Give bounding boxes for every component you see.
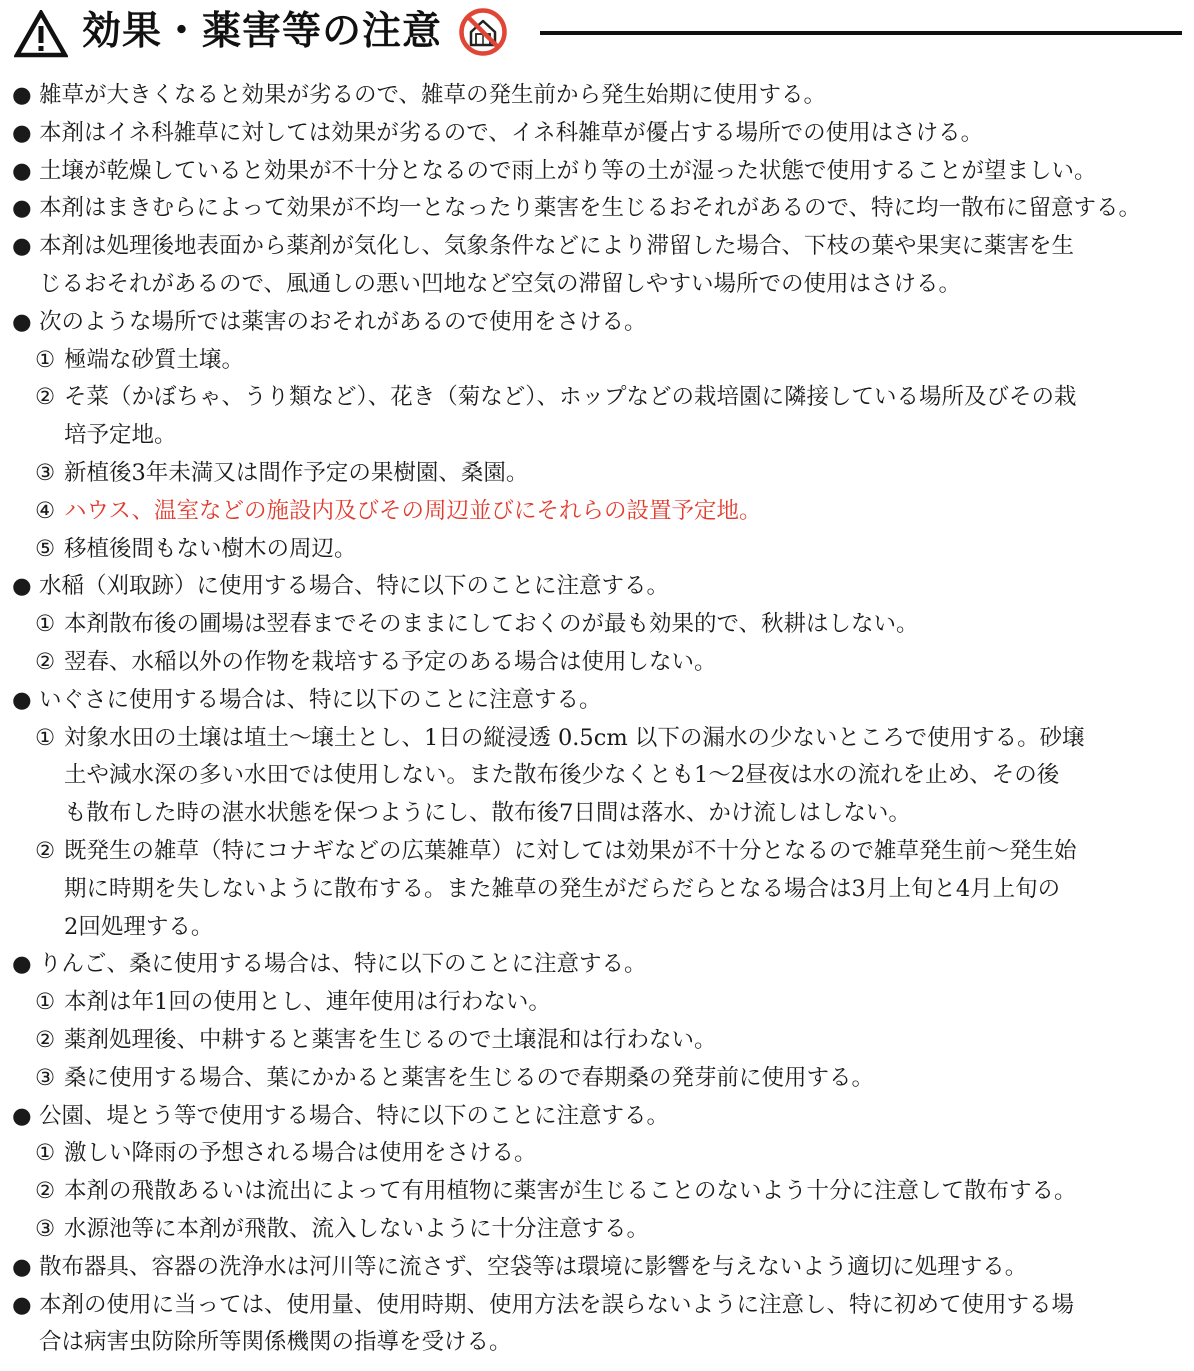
caution-item <box>12 1249 1184 1287</box>
text-line: 期に時期を失しないように散布する。また雑草の発生がだらだらとなる場合は3月上旬と4月上旬の <box>64 875 1061 902</box>
caution-item <box>12 77 1184 115</box>
sub-number: ① <box>35 346 56 373</box>
sub-item <box>12 984 1184 1022</box>
text-line: 散布器具、容器の洗浄水は河川等に流さず、空袋等は環境に影響を与えないよう適切に処理する。 <box>39 1253 1028 1280</box>
sub-number: ① <box>35 611 56 638</box>
caution-item <box>12 568 1184 606</box>
text-line: 次のような場所では薬害のおそれがあるので使用をさける。 <box>39 308 647 335</box>
sub-number: ③ <box>35 459 56 486</box>
sub-number: ① <box>35 1140 56 1167</box>
caution-item <box>12 1098 1184 1136</box>
bullet: ● <box>12 82 32 108</box>
bullet: ● <box>12 233 32 260</box>
bullet: ● <box>12 573 32 600</box>
text-line: いぐさに使用する場合は、特に以下のことに注意する。 <box>39 686 602 713</box>
text-line: 公園、堤とう等で使用する場合、特に以下のことに注意する。 <box>39 1102 670 1129</box>
text-line: 水稲（刈取跡）に使用する場合、特に以下のことに注意する。 <box>39 573 670 600</box>
caution-item <box>12 115 1184 153</box>
caution-item <box>12 1287 1184 1363</box>
text-line: りんご、桑に使用する場合は、特に以下のことに注意する。 <box>39 951 647 978</box>
text-line: 水源池等に本剤が飛散、流入しないように十分注意する。 <box>64 1215 650 1242</box>
bullet: ● <box>12 1102 32 1129</box>
text-line: 土壌が乾燥していると効果が不十分となるので雨上がり等の土が湿った状態で使用することが望ましい。 <box>39 157 1097 184</box>
caution-item <box>12 682 1184 720</box>
bullet: ● <box>12 157 32 184</box>
text-line: 培予定地。 <box>64 422 177 449</box>
caution-item <box>12 946 1184 984</box>
bullet: ● <box>12 951 32 978</box>
warning-triangle-icon <box>14 10 68 58</box>
caution-list <box>12 77 1184 1362</box>
section-header <box>10 4 1180 62</box>
text-line: じるおそれがあるので、風通しの悪い凹地など空気の滞留しやすい場所での使用はさける。 <box>39 270 962 297</box>
text-line: 本剤は処理後地表面から薬剤が気化し、気象条件などにより滞留した場合、下枝の葉や果実に薬害を生 <box>39 233 1075 260</box>
text-line: 本剤の使用に当っては、使用量、使用時期、使用方法を誤らないように注意し、特に初めて使用する場 <box>39 1291 1075 1318</box>
caution-item <box>12 153 1184 191</box>
sub-item <box>12 644 1184 682</box>
sub-item <box>12 1135 1184 1173</box>
text-line: 桑に使用する場合、葉にかかると薬害を生じるので春期桑の発芽前に使用する。 <box>64 1064 875 1091</box>
bullet: ● <box>12 1253 32 1280</box>
sub-item <box>12 833 1184 946</box>
sub-item <box>12 1173 1184 1211</box>
sub-number: ② <box>35 1178 56 1205</box>
sub-number: ① <box>35 724 56 751</box>
sub-number: ② <box>35 384 56 411</box>
text-line: 本剤は年1回の使用とし、連年使用は行わない。 <box>64 989 551 1016</box>
sub-number: ④ <box>35 497 56 524</box>
text-line: 本剤の飛散あるいは流出によって有用植物に薬害が生じることのないよう十分に注意して散布する。 <box>64 1178 1077 1205</box>
text-line: も散布した時の湛水状態を保つようにし、散布後7日間は落水、かけ流しはしない。 <box>64 800 911 827</box>
text-line: 対象水田の土壌は埴土～壌土とし、1日の縦浸透 0.5cm 以下の漏水の少ないところで使用する。砂壌 <box>64 724 1085 751</box>
caution-item <box>12 304 1184 342</box>
sub-item <box>12 342 1184 380</box>
sub-number: ② <box>35 837 56 864</box>
text-line: 新植後3年未満又は間作予定の果樹園、桑園。 <box>64 459 529 486</box>
bullet: ● <box>12 119 32 146</box>
sub-number: ② <box>35 648 56 675</box>
text-line: 合は病害虫防除所等関係機関の指導を受ける。 <box>39 1329 512 1356</box>
text-line: 激しい降雨の予想される場合は使用をさける。 <box>64 1140 537 1167</box>
caution-item <box>12 190 1184 228</box>
text-line: 土や減水深の多い水田では使用しない。また散布後少なくとも1～2昼夜は水の流れを止め、その後 <box>64 762 1060 789</box>
no-greenhouse-icon <box>458 7 508 57</box>
text-line: そ菜（かぼちゃ、うり類など）、花き（菊など）、ホップなどの栽培園に隣接している場所及びその栽 <box>64 384 1077 411</box>
text-line: 本剤はまきむらによって効果が不均一となったり薬害を生じるおそれがあるので、特に均一散布に留意する。 <box>39 195 1142 222</box>
sub-number: ① <box>35 989 56 1016</box>
page-title: 効果・薬害等の注意 <box>82 9 443 54</box>
sub-item <box>12 1211 1184 1249</box>
sub-number: ② <box>35 1026 56 1053</box>
header-divider <box>540 31 1182 35</box>
sub-item <box>12 606 1184 644</box>
sub-item <box>12 531 1184 569</box>
sub-item <box>12 720 1184 833</box>
text-line: 雑草が大きくなると効果が劣るので、雑草の発生前から発生始期に使用する。 <box>39 82 827 108</box>
sub-item <box>12 1022 1184 1060</box>
sub-number: ⑤ <box>35 535 56 562</box>
caution-item <box>12 228 1184 304</box>
bullet: ● <box>12 308 32 335</box>
bullet: ● <box>12 195 32 222</box>
text-line: 本剤散布後の圃場は翌春までそのままにしておくのが最も効果的で、秋耕はしない。 <box>64 611 919 638</box>
sub-item <box>12 1060 1184 1098</box>
sub-number: ③ <box>35 1215 56 1242</box>
sub-item <box>12 379 1184 455</box>
sub-item-highlighted <box>12 493 1184 531</box>
text-line: 2回処理する。 <box>64 913 214 940</box>
text-line: 既発生の雑草（特にコナギなどの広葉雑草）に対しては効果が不十分となるので雑草発生前～発生始 <box>64 837 1077 864</box>
bullet: ● <box>12 686 32 713</box>
text-line: 翌春、水稲以外の作物を栽培する予定のある場合は使用しない。 <box>64 648 717 675</box>
sub-item <box>12 455 1184 493</box>
text-line: 本剤はイネ科雑草に対しては効果が劣るので、イネ科雑草が優占する場所での使用はさける。 <box>39 119 984 146</box>
bullet: ● <box>12 1291 32 1318</box>
text-line: 極端な砂質土壌。 <box>64 346 245 373</box>
highlighted-text-line: ハウス、温室などの施設内及びその周辺並びにそれらの設置予定地。 <box>64 497 762 524</box>
sub-number: ③ <box>35 1064 56 1091</box>
text-line: 薬剤処理後、中耕すると薬害を生じるので土壌混和は行わない。 <box>64 1026 717 1053</box>
text-line: 移植後間もない樹木の周辺。 <box>64 535 357 562</box>
